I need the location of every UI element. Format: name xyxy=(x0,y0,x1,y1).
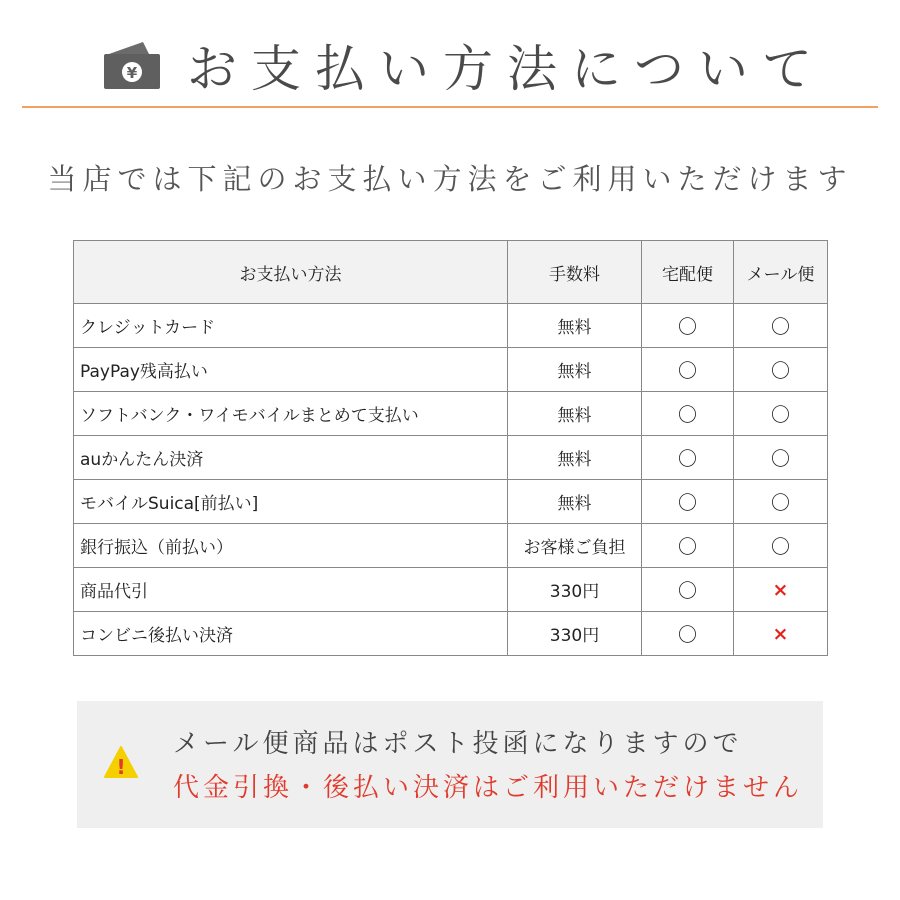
method-name: 銀行振込（前払い） xyxy=(74,524,508,568)
yen-symbol: ¥ xyxy=(126,64,138,82)
table-row xyxy=(74,392,828,436)
mailbin-available: 〇 xyxy=(734,392,828,436)
notice-warning-text: 代金引換・後払い決済はご利用いただけません xyxy=(173,773,804,803)
fee-value: 無料 xyxy=(508,480,642,524)
payment-methods-table xyxy=(73,240,828,656)
takuhaibin-available: 〇 xyxy=(642,612,734,656)
page-header xyxy=(103,30,826,100)
header-mailbin: メール便 xyxy=(734,241,828,304)
takuhaibin-available: 〇 xyxy=(642,348,734,392)
mail-delivery-notice xyxy=(77,701,823,828)
fee-value: 無料 xyxy=(508,392,642,436)
method-name: ソフトバンク・ワイモバイルまとめて支払い xyxy=(74,392,508,436)
takuhaibin-available: 〇 xyxy=(642,568,734,612)
fee-value: お客様ご負担 xyxy=(508,524,642,568)
method-name: クレジットカード xyxy=(74,304,508,348)
table-row xyxy=(74,568,828,612)
intro-text: 当店では下記のお支払い方法をご利用いただけます xyxy=(47,162,853,196)
mailbin-unavailable: × xyxy=(734,612,828,656)
warning-exclamation: ! xyxy=(116,755,126,779)
mailbin-available: 〇 xyxy=(734,524,828,568)
header-takuhaibin: 宅配便 xyxy=(642,241,734,304)
method-name: 商品代引 xyxy=(74,568,508,612)
takuhaibin-available: 〇 xyxy=(642,304,734,348)
method-name: auかんたん決済 xyxy=(74,436,508,480)
table-row xyxy=(74,480,828,524)
page-title: お支払い方法について xyxy=(187,40,826,98)
table-header-row xyxy=(74,241,828,304)
fee-value: 無料 xyxy=(508,348,642,392)
method-name: PayPay残高払い xyxy=(74,348,508,392)
wallet-yen-icon xyxy=(103,40,161,90)
mailbin-available: 〇 xyxy=(734,304,828,348)
mailbin-unavailable: × xyxy=(734,568,828,612)
mailbin-available: 〇 xyxy=(734,348,828,392)
takuhaibin-available: 〇 xyxy=(642,436,734,480)
table-row xyxy=(74,612,828,656)
table-row xyxy=(74,436,828,480)
notice-text: メール便商品はポスト投函になりますので xyxy=(173,729,743,759)
header-fee: 手数料 xyxy=(508,241,642,304)
takuhaibin-available: 〇 xyxy=(642,524,734,568)
mailbin-available: 〇 xyxy=(734,436,828,480)
method-name: コンビニ後払い決済 xyxy=(74,612,508,656)
takuhaibin-available: 〇 xyxy=(642,480,734,524)
mailbin-available: 〇 xyxy=(734,480,828,524)
fee-value: 無料 xyxy=(508,436,642,480)
table-row xyxy=(74,524,828,568)
title-divider xyxy=(22,106,878,108)
table-row xyxy=(74,304,828,348)
fee-value: 330円 xyxy=(508,612,642,656)
warning-icon xyxy=(103,745,139,779)
table-row xyxy=(74,348,828,392)
fee-value: 330円 xyxy=(508,568,642,612)
takuhaibin-available: 〇 xyxy=(642,392,734,436)
header-method: お支払い方法 xyxy=(74,241,508,304)
method-name: モバイルSuica[前払い] xyxy=(74,480,508,524)
fee-value: 無料 xyxy=(508,304,642,348)
